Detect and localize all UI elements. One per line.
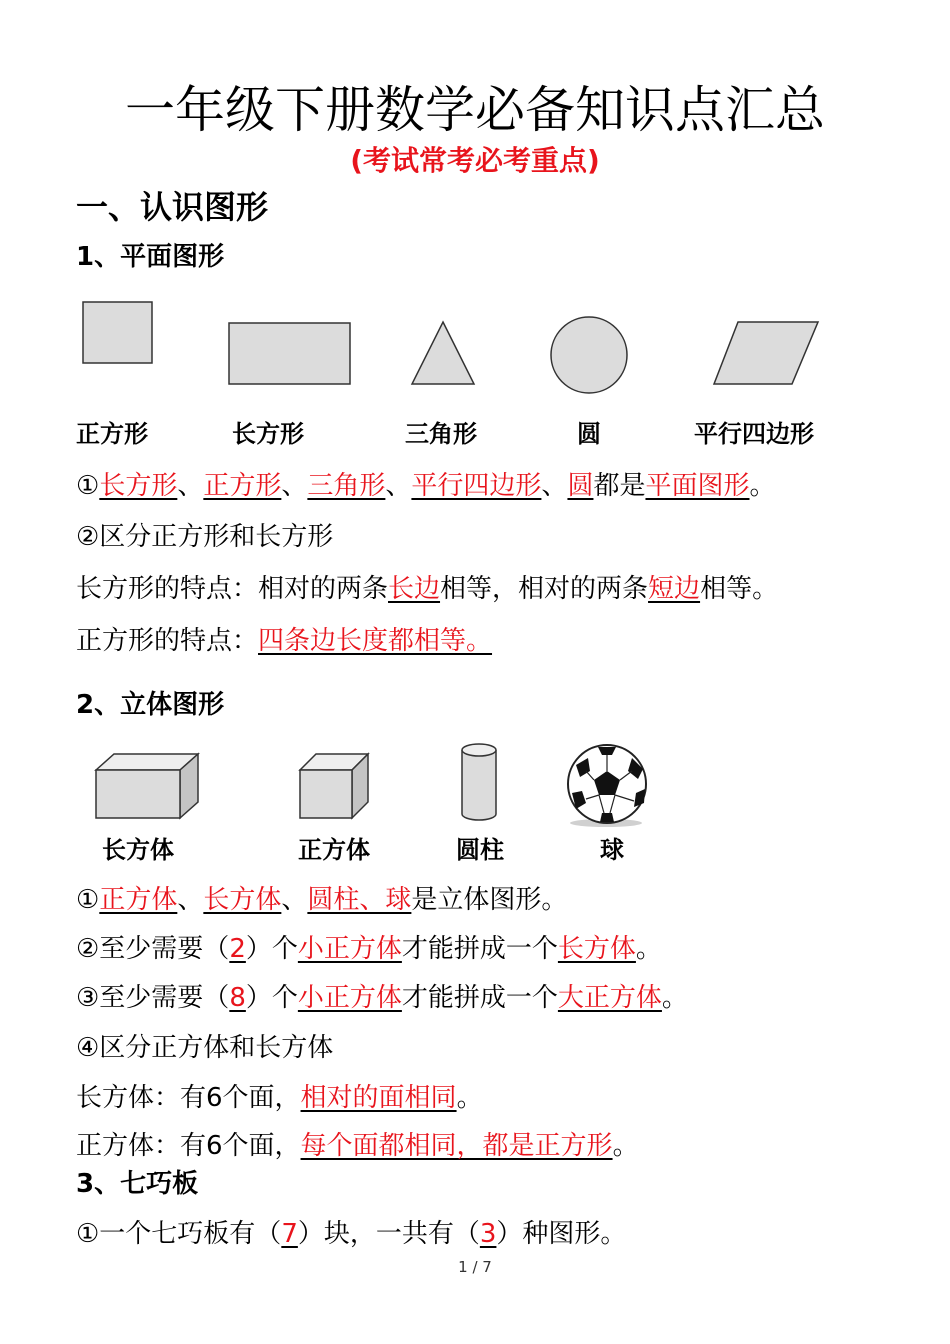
parallelogram-shape-icon	[712, 320, 820, 386]
subsection-tangram: 3、七巧板	[76, 1169, 199, 1199]
statement-tangram: ①一个七巧板有（7）块，一共有（3）种图形。	[76, 1219, 627, 1249]
statement-min-cubes-cuboid: ②至少需要（2）个小正方体才能拼成一个长方体。	[76, 934, 662, 964]
label-circle: 圆	[577, 420, 601, 448]
statement-distinguish: ②区分正方形和长方形	[76, 522, 334, 552]
label-cube: 正方体	[298, 836, 370, 864]
rectangle-shape-icon	[228, 322, 352, 386]
label-triangle: 三角形	[405, 420, 477, 448]
circle-shape-icon	[549, 315, 631, 397]
statement-min-cubes-cube: ③至少需要（8）个小正方体才能拼成一个大正方体。	[76, 983, 688, 1013]
cylinder-icon	[460, 742, 498, 822]
statement-rectangle-feature: 长方形的特点：相对的两条长边相等，相对的两条短边相等。	[76, 574, 779, 604]
statement-distinguish-solids: ④区分正方体和长方体	[76, 1033, 334, 1063]
subsection-plane-shapes: 1、平面图形	[76, 242, 225, 272]
label-cylinder: 圆柱	[456, 836, 504, 864]
subsection-solid-shapes: 2、立体图形	[76, 690, 225, 720]
square-shape-icon	[82, 301, 154, 365]
statement-square-feature: 正方形的特点：四条边长度都相等。	[76, 626, 493, 656]
label-square: 正方形	[76, 420, 148, 448]
page-title: 一年级下册数学必备知识点汇总	[125, 81, 825, 139]
cube-icon	[298, 752, 372, 822]
soccer-ball-icon	[546, 743, 646, 829]
cuboid-icon	[94, 752, 200, 822]
page-subtitle: (考试常考必考重点)	[350, 144, 600, 177]
statement-plane-shapes: ①长方形、正方形、三角形、平行四边形、圆都是平面图形。	[76, 471, 776, 501]
statement-cube-feature: 正方体：有6个面，每个面都相同，都是正方形。	[76, 1131, 639, 1161]
label-sphere: 球	[600, 836, 624, 864]
label-parallelogram: 平行四边形	[694, 420, 814, 448]
statement-solid-shapes: ①正方体、长方体、圆柱、球是立体图形。	[76, 885, 568, 915]
page-number: 1 / 7	[458, 1258, 492, 1276]
section-heading: 一、认识图形	[76, 188, 269, 226]
label-rectangle: 长方形	[232, 420, 304, 448]
label-cuboid: 长方体	[102, 836, 174, 864]
triangle-shape-icon	[410, 320, 476, 386]
statement-cuboid-feature: 长方体：有6个面，相对的面相同。	[76, 1083, 483, 1113]
